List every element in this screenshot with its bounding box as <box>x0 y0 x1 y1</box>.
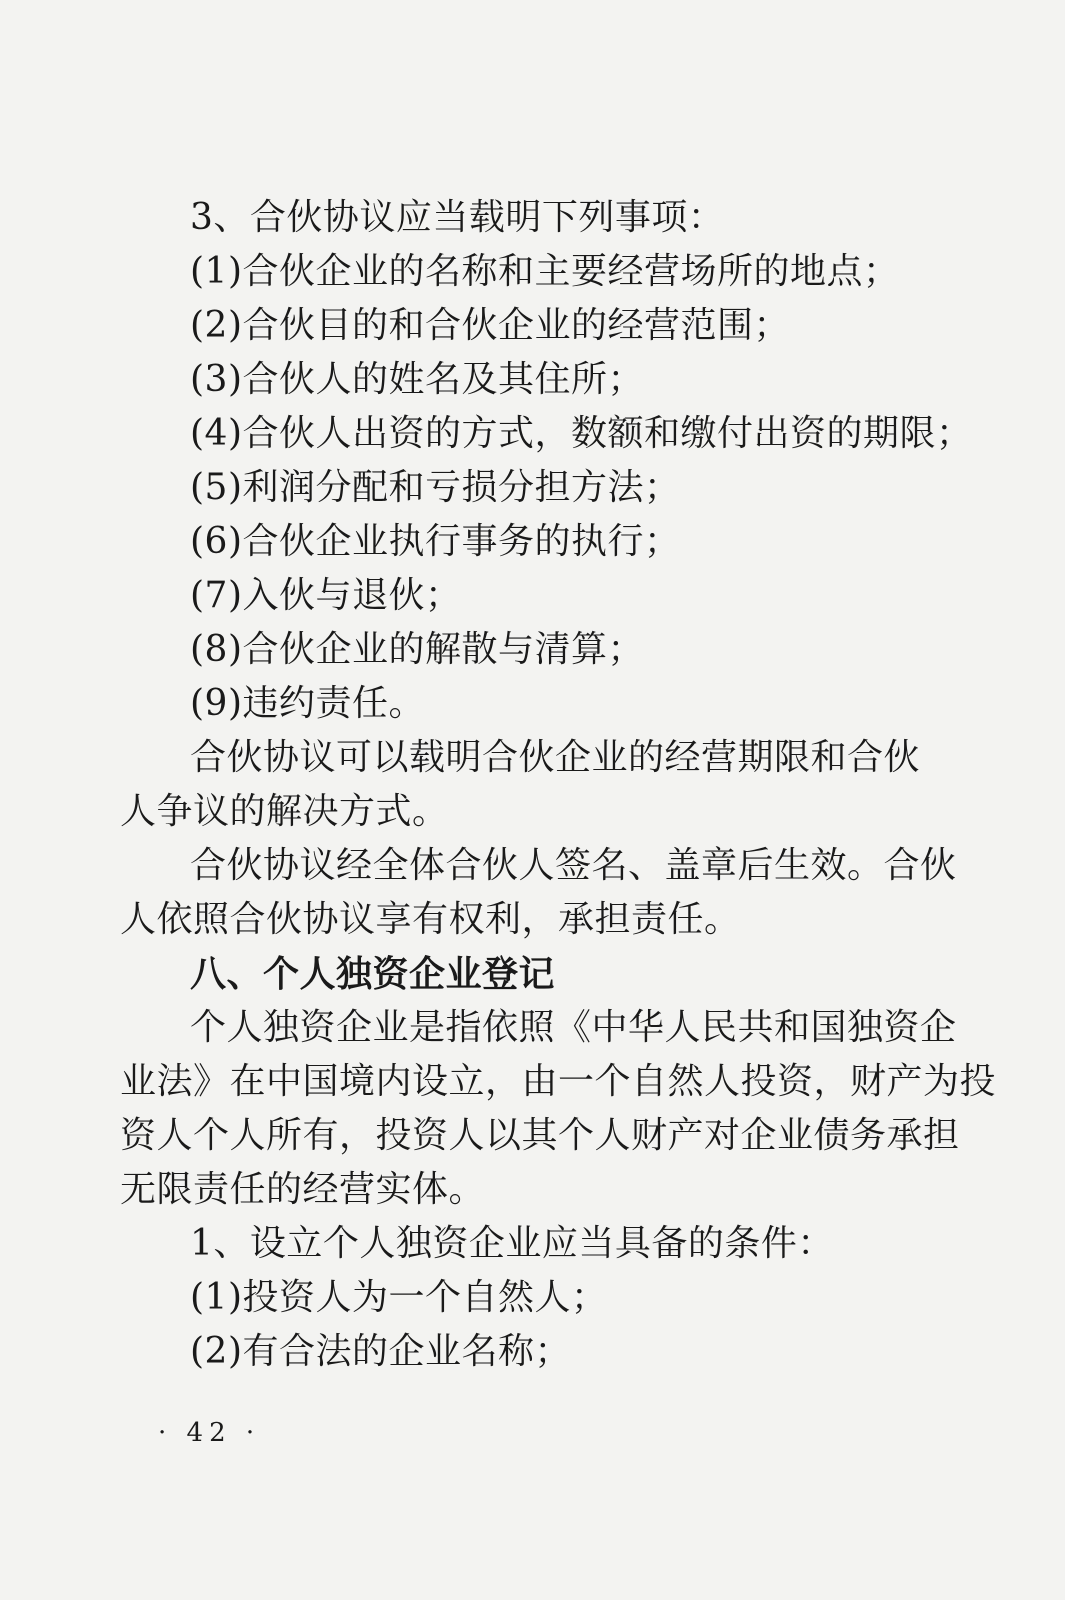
text-line: 无限责任的经营实体。 <box>120 1169 486 1210</box>
text-line: 个人独资企业是指依照《中华人民共和国独资企 <box>190 1007 957 1048</box>
text-line: (6)合伙企业执行事务的执行； <box>190 521 681 562</box>
text-line: (9)违约责任。 <box>190 683 425 724</box>
text-line: (2)有合法的企业名称； <box>190 1331 571 1372</box>
text-line: (1)投资人为一个自然人； <box>190 1277 608 1318</box>
text-line: 人依照合伙协议享有权利，承担责任。 <box>120 899 741 940</box>
page-number: · 42 · <box>158 1418 261 1448</box>
text-line: (5)利润分配和亏损分担方法； <box>190 467 681 508</box>
text-line: 3、合伙协议应当载明下列事项： <box>190 197 725 238</box>
text-line: 人争议的解决方式。 <box>120 791 449 832</box>
text-line: (7)入伙与退伙； <box>190 575 462 616</box>
text-line: (8)合伙企业的解散与清算； <box>190 629 644 670</box>
text-line: 资人个人所有，投资人以其个人财产对企业债务承担 <box>120 1115 960 1156</box>
text-line: (3)合伙人的姓名及其住所； <box>190 359 644 400</box>
section-heading: 八、个人独资企业登记 <box>190 953 556 995</box>
text-line: (1)合伙企业的名称和主要经营场所的地点； <box>190 251 900 292</box>
text-line: 合伙协议可以载明合伙企业的经营期限和合伙 <box>190 737 921 778</box>
text-line: 1、设立个人独资企业应当具备的条件： <box>190 1223 834 1264</box>
text-line: 合伙协议经全体合伙人签名、盖章后生效。合伙 <box>190 845 957 886</box>
text-line: (4)合伙人出资的方式，数额和缴付出资的期限； <box>190 413 973 454</box>
text-line: 业法》在中国境内设立，由一个自然人投资，财产为投 <box>120 1061 997 1102</box>
text-line: (2)合伙目的和合伙企业的经营范围； <box>190 305 790 346</box>
